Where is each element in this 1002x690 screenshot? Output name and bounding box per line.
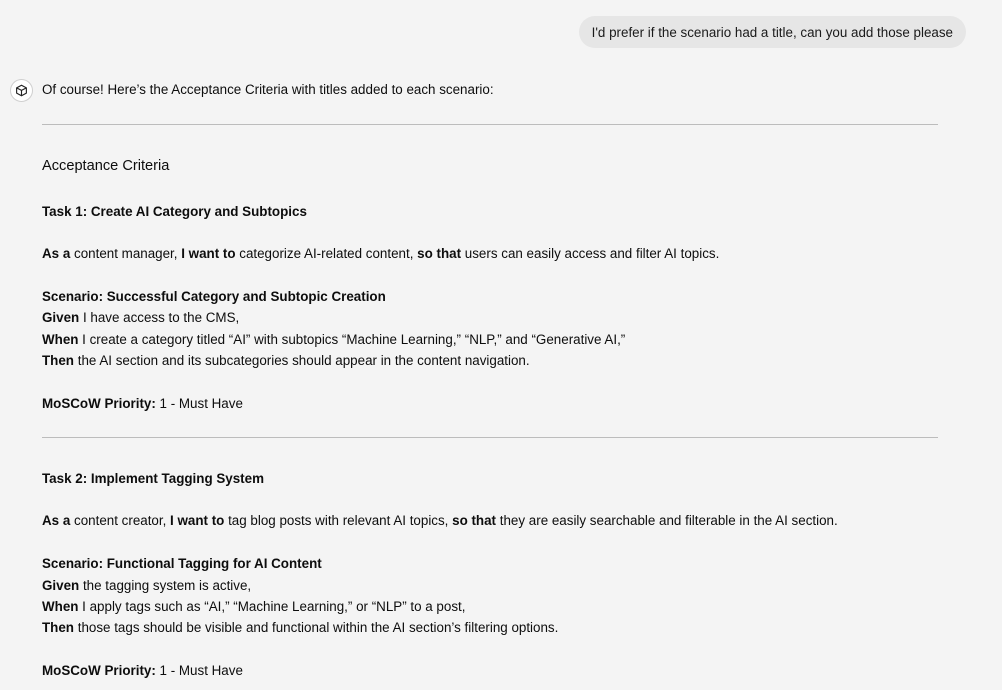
scenario-title: Scenario: Successful Category and Subtopic Creation	[42, 289, 386, 304]
moscow-priority: MoSCoW Priority: 1 - Must Have	[42, 663, 243, 678]
cube-logo-icon	[15, 84, 28, 97]
scenario-when: When I apply tags such as “AI,” “Machine Learning,” or “NLP” to a post,	[42, 599, 466, 614]
user-message-text: I'd prefer if the scenario had a title, can you add those please	[591, 24, 953, 40]
scenario-given: Given I have access to the CMS,	[42, 310, 240, 325]
divider	[42, 437, 938, 438]
scenario-when: When I create a category titled “AI” with subtopics “Machine Learning,” “NLP,” and “Generative AI,”	[42, 332, 626, 347]
scenario-then: Then those tags should be visible and functional within the AI section’s filtering options.	[42, 620, 559, 635]
user-message-bubble	[579, 16, 966, 48]
assistant-intro: Of course! Here’s the Acceptance Criteria with titles added to each scenario:	[42, 82, 494, 97]
moscow-priority: MoSCoW Priority: 1 - Must Have	[42, 396, 243, 411]
section-heading: Acceptance Criteria	[42, 158, 170, 174]
scenario-given: Given the tagging system is active,	[42, 578, 252, 593]
scenario-title: Scenario: Functional Tagging for AI Content	[42, 556, 322, 571]
scenario-then: Then the AI section and its subcategories should appear in the content navigation.	[42, 353, 530, 368]
task-title: Task 1: Create AI Category and Subtopics	[42, 204, 307, 219]
user-story: As a content manager, I want to categorize AI-related content, so that users can easily access and filter AI topics.	[42, 246, 720, 261]
user-story: As a content creator, I want to tag blog posts with relevant AI topics, so that they are easily searchable and filterable in the AI section.	[42, 513, 838, 528]
divider	[42, 124, 938, 125]
assistant-avatar	[10, 79, 33, 102]
task-title: Task 2: Implement Tagging System	[42, 471, 264, 486]
